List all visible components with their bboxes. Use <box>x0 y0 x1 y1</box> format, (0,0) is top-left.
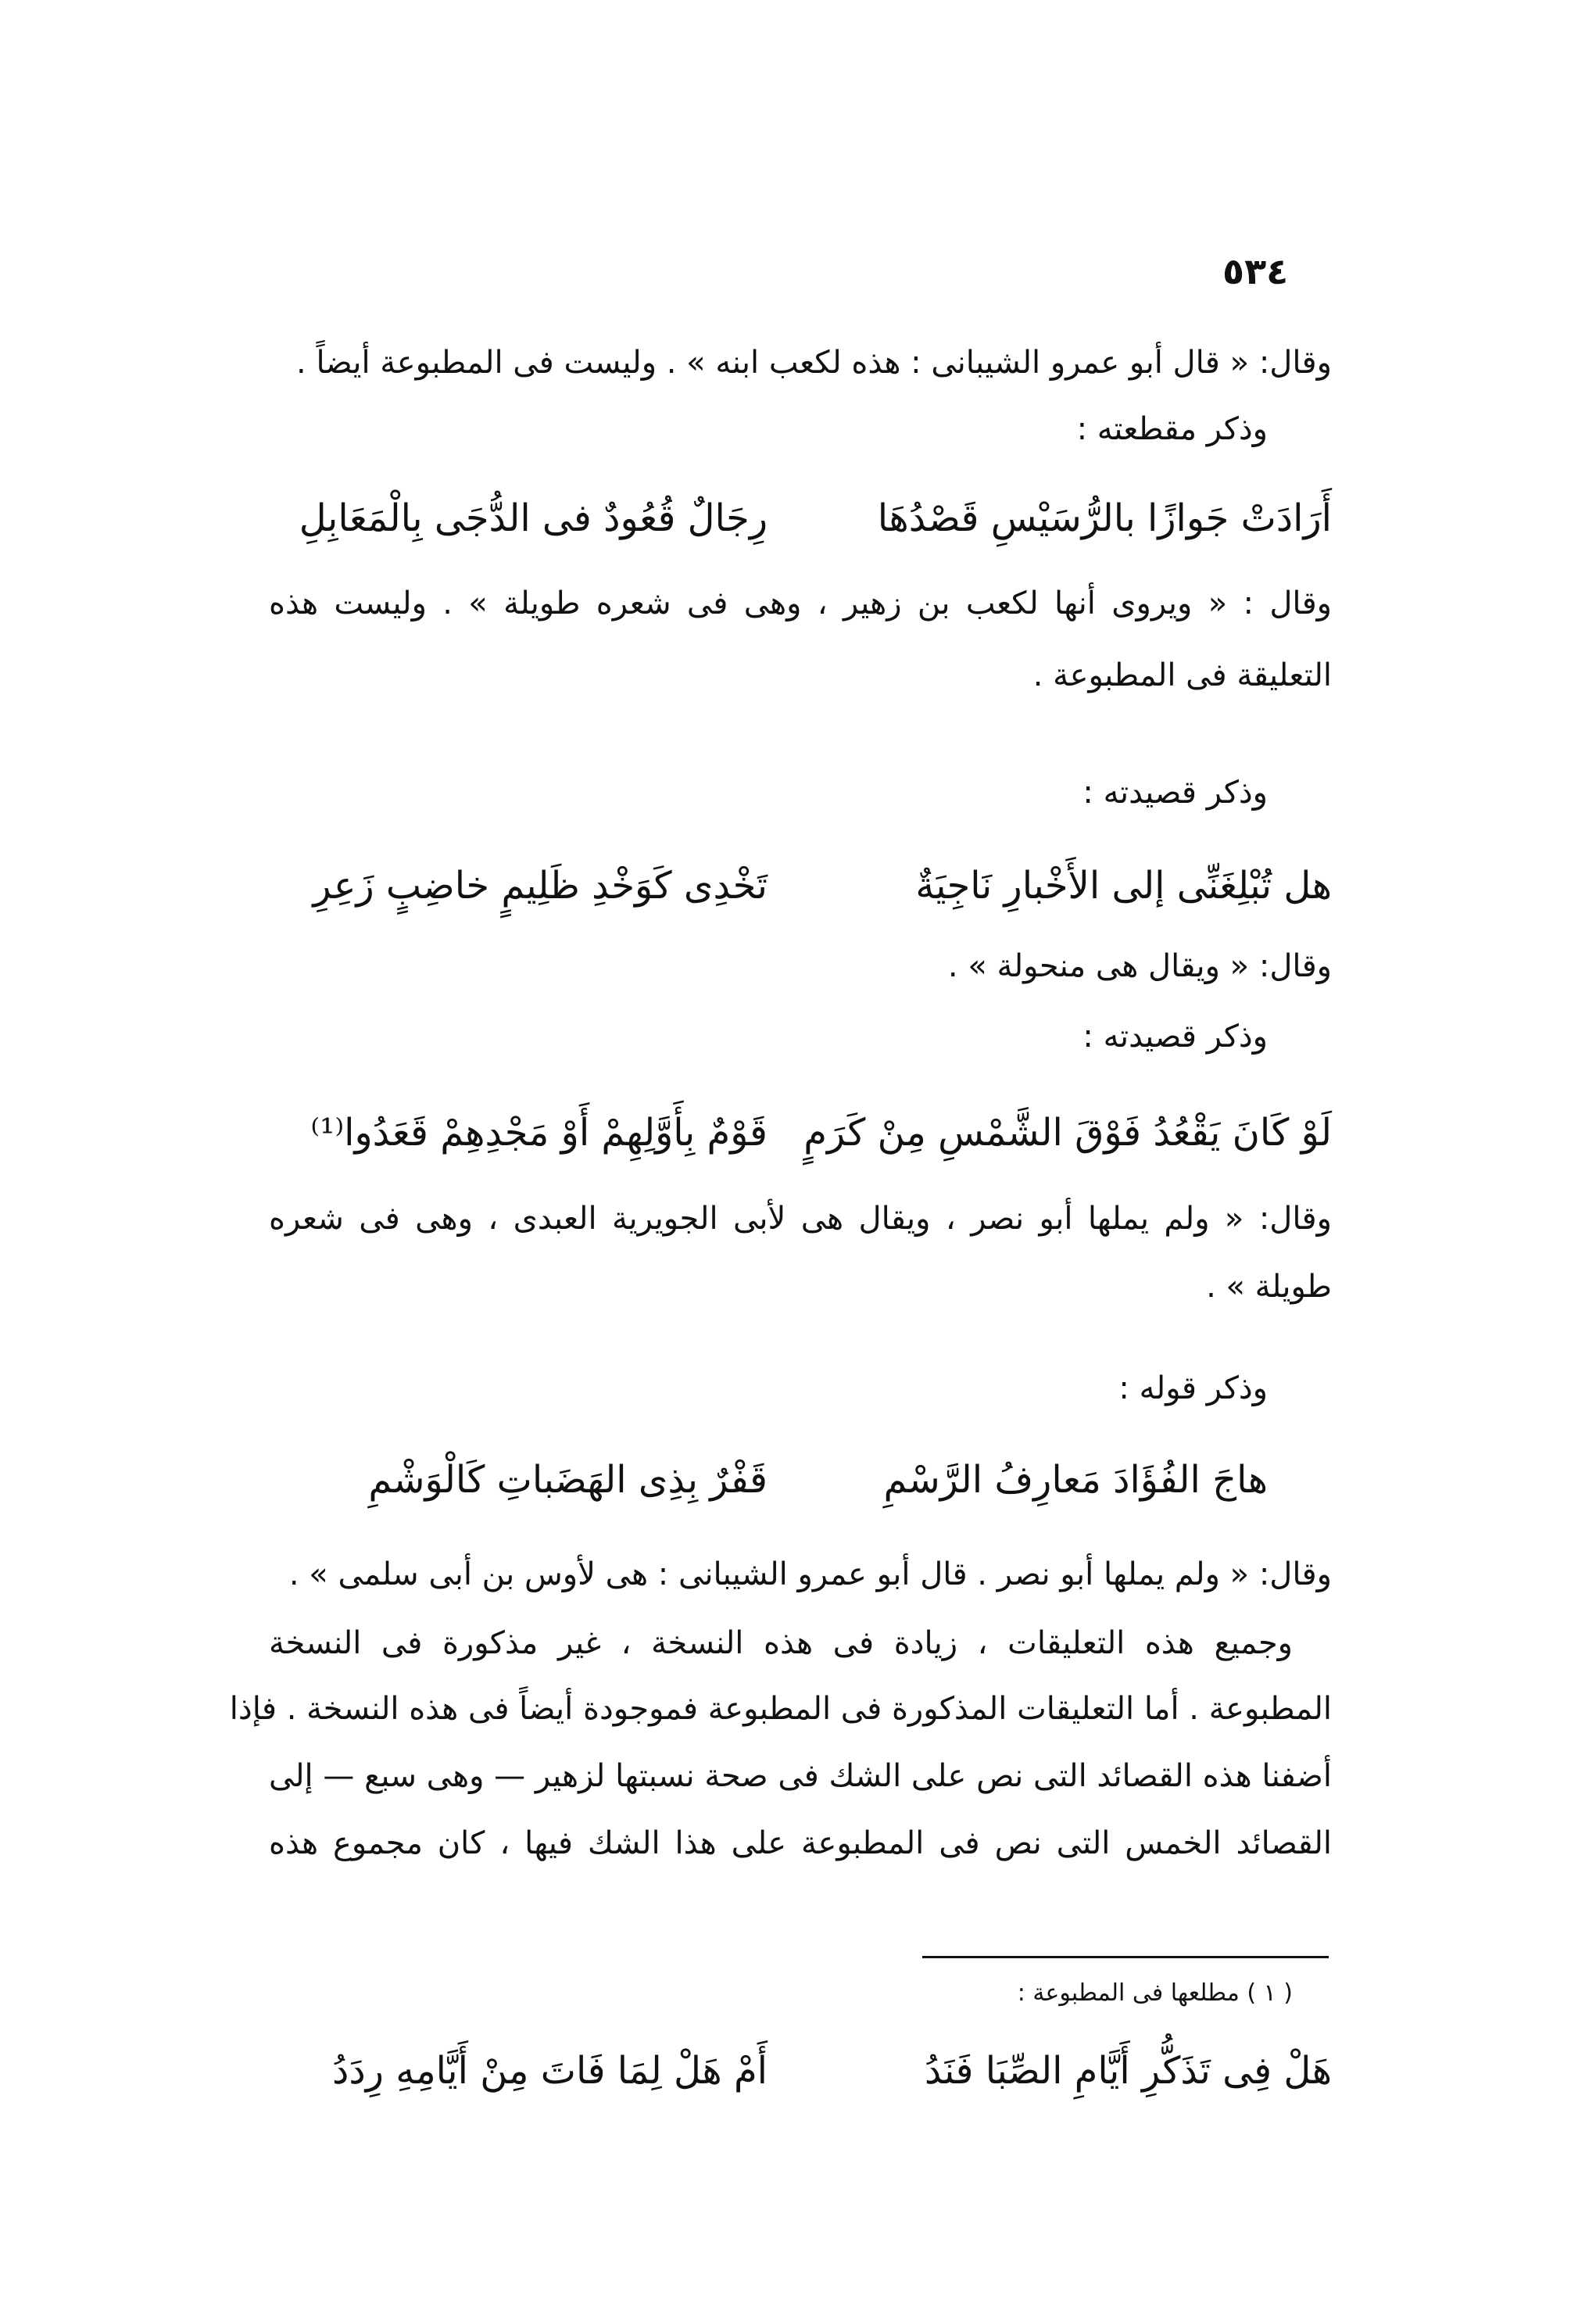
text-line: وقال: « ويقال هى منحولة » . <box>947 948 1332 984</box>
verse-hemistich: قَوْمٌ بِأَوَّلِهِمْ أَوْ مَجْدِهِمْ قَعَدُوا⁽¹⁾ <box>310 1111 768 1155</box>
text-line: وذكر مقطعته : <box>1076 411 1268 447</box>
verse-hemistich: رِجَالٌ قُعُودٌ فى الدُّجَى بِالْمَعَابِلِ <box>299 496 768 540</box>
footnote-verse-hemistich: هَلْ فِى تَذَكُّرِ أَيَّامِ الصِّبَا فَنَدُ <box>924 2049 1332 2093</box>
verse-hemistich: قَفْرٌ بِذِى الهَضَباتِ كَالْوَشْمِ <box>368 1458 768 1502</box>
footnote-verse-hemistich: أَمْ هَلْ لِمَا فَاتَ مِنْ أَيَّامِهِ رِدَدُ <box>332 2049 768 2093</box>
text-line: وذكر قصيدته : <box>1082 775 1268 811</box>
text-line: وقال : « ويروى أنها لكعب بن زهير ، وهى فى شعره طويلة » . وليست هذه <box>269 586 1332 621</box>
text-line: وقال: « قال أبو عمرو الشيبانى : هذه لكعب ابنه » . وليست فى المطبوعة أيضاً . <box>296 345 1332 381</box>
text-line: وقال: « ولم يملها أبو نصر ، ويقال هى لأبى الجويرية العبدى ، وهى فى شعره <box>269 1201 1332 1237</box>
text-line: التعليقة فى المطبوعة . <box>1032 657 1332 693</box>
page-number: ٥٣٤ <box>1222 250 1289 292</box>
verse-hemistich: هل تُبْلِغَنِّى إلى الأَخْبارِ نَاجِيَةٌ <box>915 864 1332 908</box>
text-line: وجميع هذه التعليقات ، زيادة فى هذه النسخة ، غير مذكورة فى النسخة <box>269 1625 1293 1661</box>
text-line: القصائد الخمس التى نص فى المطبوعة على هذا الشك فيها ، كان مجموع هذه <box>269 1825 1332 1861</box>
footnote-label: ( ١ ) مطلعها فى المطبوعة : <box>1017 1979 1293 2007</box>
verse-hemistich: تَخْدِى كَوَخْدِ ظَلِيمٍ خاضِبٍ زَعِرِ <box>313 864 768 908</box>
footnote-divider <box>922 1956 1329 1958</box>
verse-hemistich: أَرَادَتْ جَوازًا بالرُّسَيْسِ قَصْدُهَا <box>877 496 1332 540</box>
text-line: أضفنا هذه القصائد التى نص على الشك فى صحة نسبتها لزهير — وهى سبع — إلى <box>269 1758 1332 1794</box>
text-line: وذكر قصيدته : <box>1082 1019 1268 1055</box>
text-line: وذكر قوله : <box>1118 1370 1268 1406</box>
verse-hemistich: هاجَ الفُؤَادَ مَعارِفُ الرَّسْمِ <box>883 1458 1268 1502</box>
text-line: طويلة » . <box>1206 1269 1332 1305</box>
text-line: المطبوعة . أما التعليقات المذكورة فى المطبوعة فموجودة أيضاً فى هذه النسخة . فإذا <box>229 1691 1332 1727</box>
verse-hemistich: لَوْ كَانَ يَقْعُدُ فَوْقَ الشَّمْسِ مِنْ كَرَمٍ <box>803 1111 1332 1155</box>
text-line: وقال: « ولم يملها أبو نصر . قال أبو عمرو الشيبانى : هى لأوس بن أبى سلمى » . <box>288 1556 1332 1592</box>
